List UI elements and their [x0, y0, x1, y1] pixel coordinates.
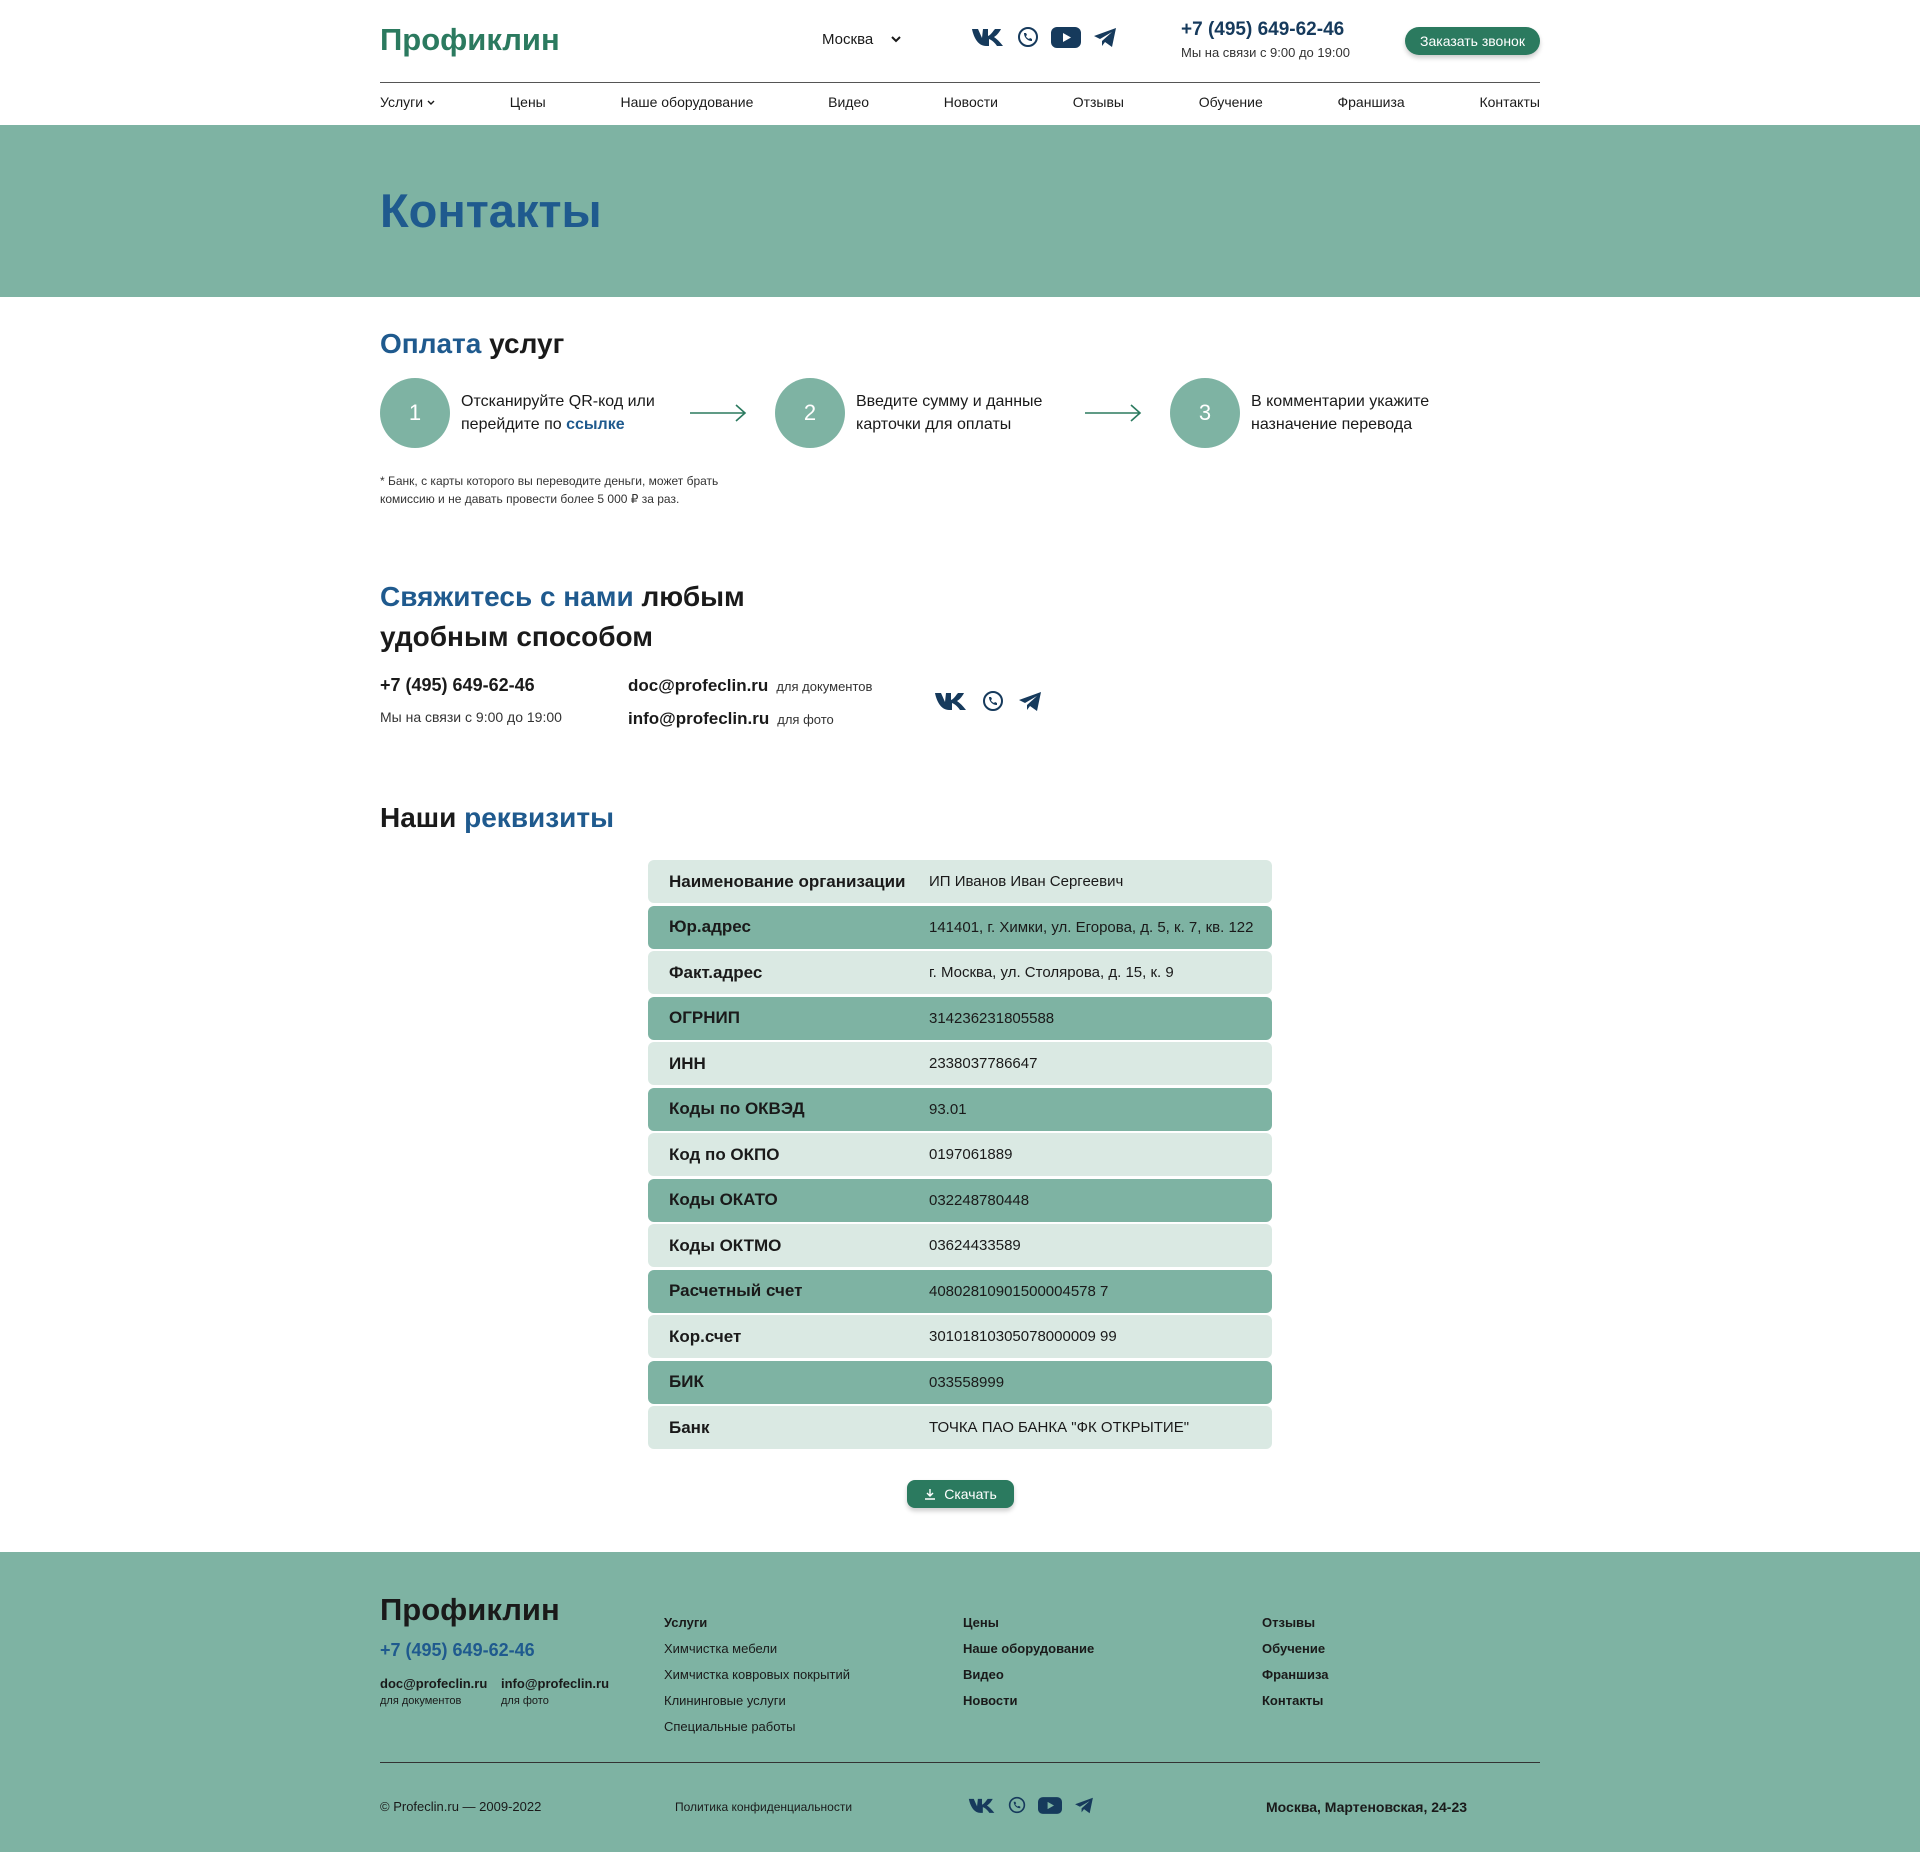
requisites-title-accent: реквизиты: [464, 802, 614, 833]
row-key: Факт.адрес: [669, 962, 763, 982]
table-row: [648, 1179, 1272, 1222]
contact-email-photo: [628, 709, 834, 729]
row-key: Коды ОКТМО: [669, 1235, 782, 1255]
row-value: 0197061889: [929, 1146, 1013, 1163]
footer-divider: [380, 1762, 1540, 1763]
row-value: 30101810305078000009 99: [929, 1328, 1117, 1345]
chevron-down-icon: [891, 34, 901, 46]
footer-logo[interactable]: Профиклин: [380, 1592, 560, 1627]
nav-item-services[interactable]: [380, 94, 435, 110]
contact-phone[interactable]: +7 (495) 649-62-46: [380, 675, 535, 695]
table-row: [648, 906, 1272, 949]
site-header: [0, 0, 1920, 125]
row-key: ИНН: [669, 1053, 706, 1073]
payment-title-rest: услуг: [489, 328, 565, 359]
footer-link[interactable]: Химчистка ковровых покрытий: [664, 1667, 850, 1682]
footer-email-docs: [380, 1676, 487, 1707]
step-number: 2: [775, 378, 845, 448]
nav-item-video[interactable]: Видео: [828, 94, 870, 110]
chevron-down-icon: [427, 100, 435, 105]
nav-item-franchise[interactable]: Франшиза: [1337, 94, 1405, 110]
footer-services-title[interactable]: Услуги: [664, 1615, 708, 1630]
step-text: [461, 390, 671, 436]
nav-item-reviews[interactable]: Отзывы: [1072, 94, 1124, 110]
row-key: Коды ОКАТО: [669, 1190, 778, 1209]
footer-email-photo: [501, 1676, 609, 1707]
nav-item-training[interactable]: Обучение: [1198, 94, 1263, 110]
telegram-icon[interactable]: [1074, 1797, 1094, 1814]
vk-icon[interactable]: [934, 691, 968, 711]
row-value: 141401, г. Химки, ул. Егорова, д. 5, к. 7, кв. 122: [929, 918, 1254, 936]
nav-item-contacts[interactable]: Контакты: [1479, 94, 1540, 110]
payment-step-2: [775, 378, 1066, 448]
main-nav: [380, 94, 1540, 110]
row-value: 033558999: [929, 1373, 1005, 1391]
vk-icon[interactable]: [971, 27, 1005, 47]
footer-link[interactable]: Химчистка мебели: [664, 1641, 778, 1656]
table-row: [648, 1361, 1272, 1404]
step-number: 3: [1170, 378, 1240, 448]
download-icon: [924, 1488, 936, 1500]
row-value: ИП Иванов Иван Сергеевич: [929, 873, 1124, 890]
copyright: © Profeclin.ru — 2009-2022: [380, 1799, 542, 1814]
footer-link[interactable]: Клининговые услуги: [664, 1693, 786, 1708]
footer-column-3: [1262, 1610, 1328, 1714]
arrow-right-icon: [689, 403, 747, 423]
footer-phone[interactable]: +7 (495) 649-62-46: [380, 1640, 535, 1660]
table-row: [648, 860, 1272, 903]
footer-socials: [968, 1796, 1094, 1814]
row-key: Юр.адрес: [669, 917, 751, 936]
email-note: для документов: [776, 679, 873, 694]
footer-link[interactable]: Обучение: [1262, 1641, 1326, 1656]
row-value: 314236231805588: [929, 1009, 1055, 1027]
row-key: Банк: [669, 1417, 710, 1437]
contact-socials: [934, 690, 1042, 712]
table-row: [648, 1088, 1272, 1131]
row-key: Коды по ОКВЭД: [669, 1099, 805, 1118]
contact-title-accent: Свяжитесь с нами: [380, 581, 634, 612]
row-key: БИК: [669, 1372, 704, 1391]
row-key: ОГРНИП: [669, 1008, 740, 1027]
arrow-right-icon: [1084, 403, 1142, 423]
row-key: Код по ОКПО: [669, 1144, 780, 1164]
payment-step-3: [1170, 378, 1461, 448]
step-text-main: Отсканируйте QR-код или перейдите по: [461, 393, 655, 433]
whatsapp-icon[interactable]: [1008, 1796, 1026, 1814]
city-select[interactable]: [822, 31, 901, 48]
row-value: 2338037786647: [929, 1055, 1038, 1072]
row-key: Кор.счет: [669, 1326, 742, 1346]
email-link[interactable]: doc@profeclin.ru: [380, 1676, 488, 1691]
contact-title-rest: любым: [641, 581, 745, 612]
footer-address: Москва, Мартеновская, 24-23: [1266, 1799, 1468, 1815]
whatsapp-icon[interactable]: [1017, 26, 1039, 48]
nav-label: Услуги: [380, 94, 424, 110]
payment-title: [380, 328, 564, 360]
email-link[interactable]: doc@profeclin.ru: [628, 676, 769, 695]
table-row: [648, 1042, 1272, 1085]
whatsapp-icon[interactable]: [982, 690, 1004, 712]
payment-link[interactable]: ссылке: [566, 416, 625, 433]
email-note: для фото: [501, 1695, 549, 1707]
site-logo[interactable]: Профиклин: [380, 22, 560, 57]
table-row: [648, 1133, 1272, 1176]
nav-item-prices[interactable]: Цены: [509, 94, 546, 110]
header-hours: Мы на связи с 9:00 до 19:00: [1181, 45, 1350, 60]
table-row: [648, 1224, 1272, 1267]
footer-link[interactable]: Контакты: [1262, 1693, 1324, 1708]
requisites-table: [648, 860, 1272, 1452]
header-divider: [380, 82, 1540, 83]
youtube-icon[interactable]: [1051, 27, 1081, 48]
email-note: для фото: [777, 712, 834, 727]
row-value: 03624433589: [929, 1237, 1021, 1254]
step-text: Введите сумму и данные карточки для оплаты: [856, 393, 1043, 433]
payment-step-1: [380, 378, 671, 448]
footer-link[interactable]: Цены: [963, 1615, 999, 1630]
row-value: 93.01: [929, 1100, 967, 1118]
table-row: [648, 1270, 1272, 1313]
email-note: для документов: [380, 1695, 462, 1707]
nav-item-equipment[interactable]: Наше оборудование: [620, 94, 754, 110]
requisites-title-start: Наши: [380, 802, 457, 833]
row-value: 40802810901500004578 7: [929, 1282, 1109, 1300]
row-key: Расчетный счет: [669, 1281, 803, 1300]
email-link[interactable]: info@profeclin.ru: [628, 709, 770, 728]
payment-note: * Банк, с карты которого вы переводите деньги, может брать комиссию и не давать провести более 5 000 ₽ за раз.: [380, 474, 719, 506]
row-value: 032248780448: [929, 1191, 1030, 1209]
step-text: В комментарии укажите назначение перевода: [1251, 393, 1430, 433]
table-row: [648, 1406, 1272, 1449]
site-footer: [0, 1552, 1920, 1852]
contact-email-docs: [628, 676, 872, 696]
footer-column-2: [963, 1610, 1094, 1714]
contact-hours: Мы на связи с 9:00 до 19:00: [380, 709, 562, 725]
contact-title-rest-2: удобным способом: [380, 621, 653, 652]
page-title: Контакты: [380, 184, 602, 237]
email-link[interactable]: info@profeclin.ru: [501, 1676, 610, 1691]
header-contact: [1181, 19, 1350, 60]
vk-icon[interactable]: [968, 1797, 996, 1814]
city-select-value: Москва: [822, 31, 874, 48]
requisites-title: [380, 802, 614, 834]
footer-link[interactable]: Франшиза: [1262, 1667, 1329, 1682]
table-row: [648, 951, 1272, 994]
footer-link[interactable]: Наше оборудование: [963, 1641, 1095, 1656]
contact-title: [380, 577, 745, 657]
row-value: ТОЧКА ПАО БАНКА "ФК ОТКРЫТИЕ": [929, 1419, 1190, 1436]
download-button[interactable]: [907, 1480, 1014, 1508]
download-label: Скачать: [944, 1486, 997, 1502]
footer-link[interactable]: Специальные работы: [664, 1719, 796, 1734]
header-phone[interactable]: +7 (495) 649-62-46: [1181, 19, 1345, 40]
footer-link[interactable]: Видео: [963, 1667, 1004, 1682]
table-row: [648, 1315, 1272, 1358]
step-number: 1: [380, 378, 450, 448]
nav-item-news[interactable]: Новости: [943, 94, 998, 110]
footer-link[interactable]: Отзывы: [1262, 1615, 1316, 1630]
payment-title-accent: Оплата: [380, 328, 482, 359]
header-socials: [971, 26, 1117, 48]
telegram-icon[interactable]: [1018, 691, 1042, 712]
order-call-button[interactable]: Заказать звонок: [1405, 27, 1540, 55]
row-key: Наименование организации: [669, 871, 906, 891]
row-value: г. Москва, ул. Столярова, д. 15, к. 9: [929, 964, 1174, 981]
table-row: [648, 997, 1272, 1040]
footer-services-column: [664, 1610, 850, 1740]
footer-link[interactable]: Новости: [963, 1693, 1018, 1708]
youtube-icon[interactable]: [1038, 1797, 1062, 1814]
telegram-icon[interactable]: [1093, 27, 1117, 48]
privacy-policy-link[interactable]: Политика конфиденциальности: [675, 1800, 853, 1814]
page-hero: [0, 125, 1920, 297]
